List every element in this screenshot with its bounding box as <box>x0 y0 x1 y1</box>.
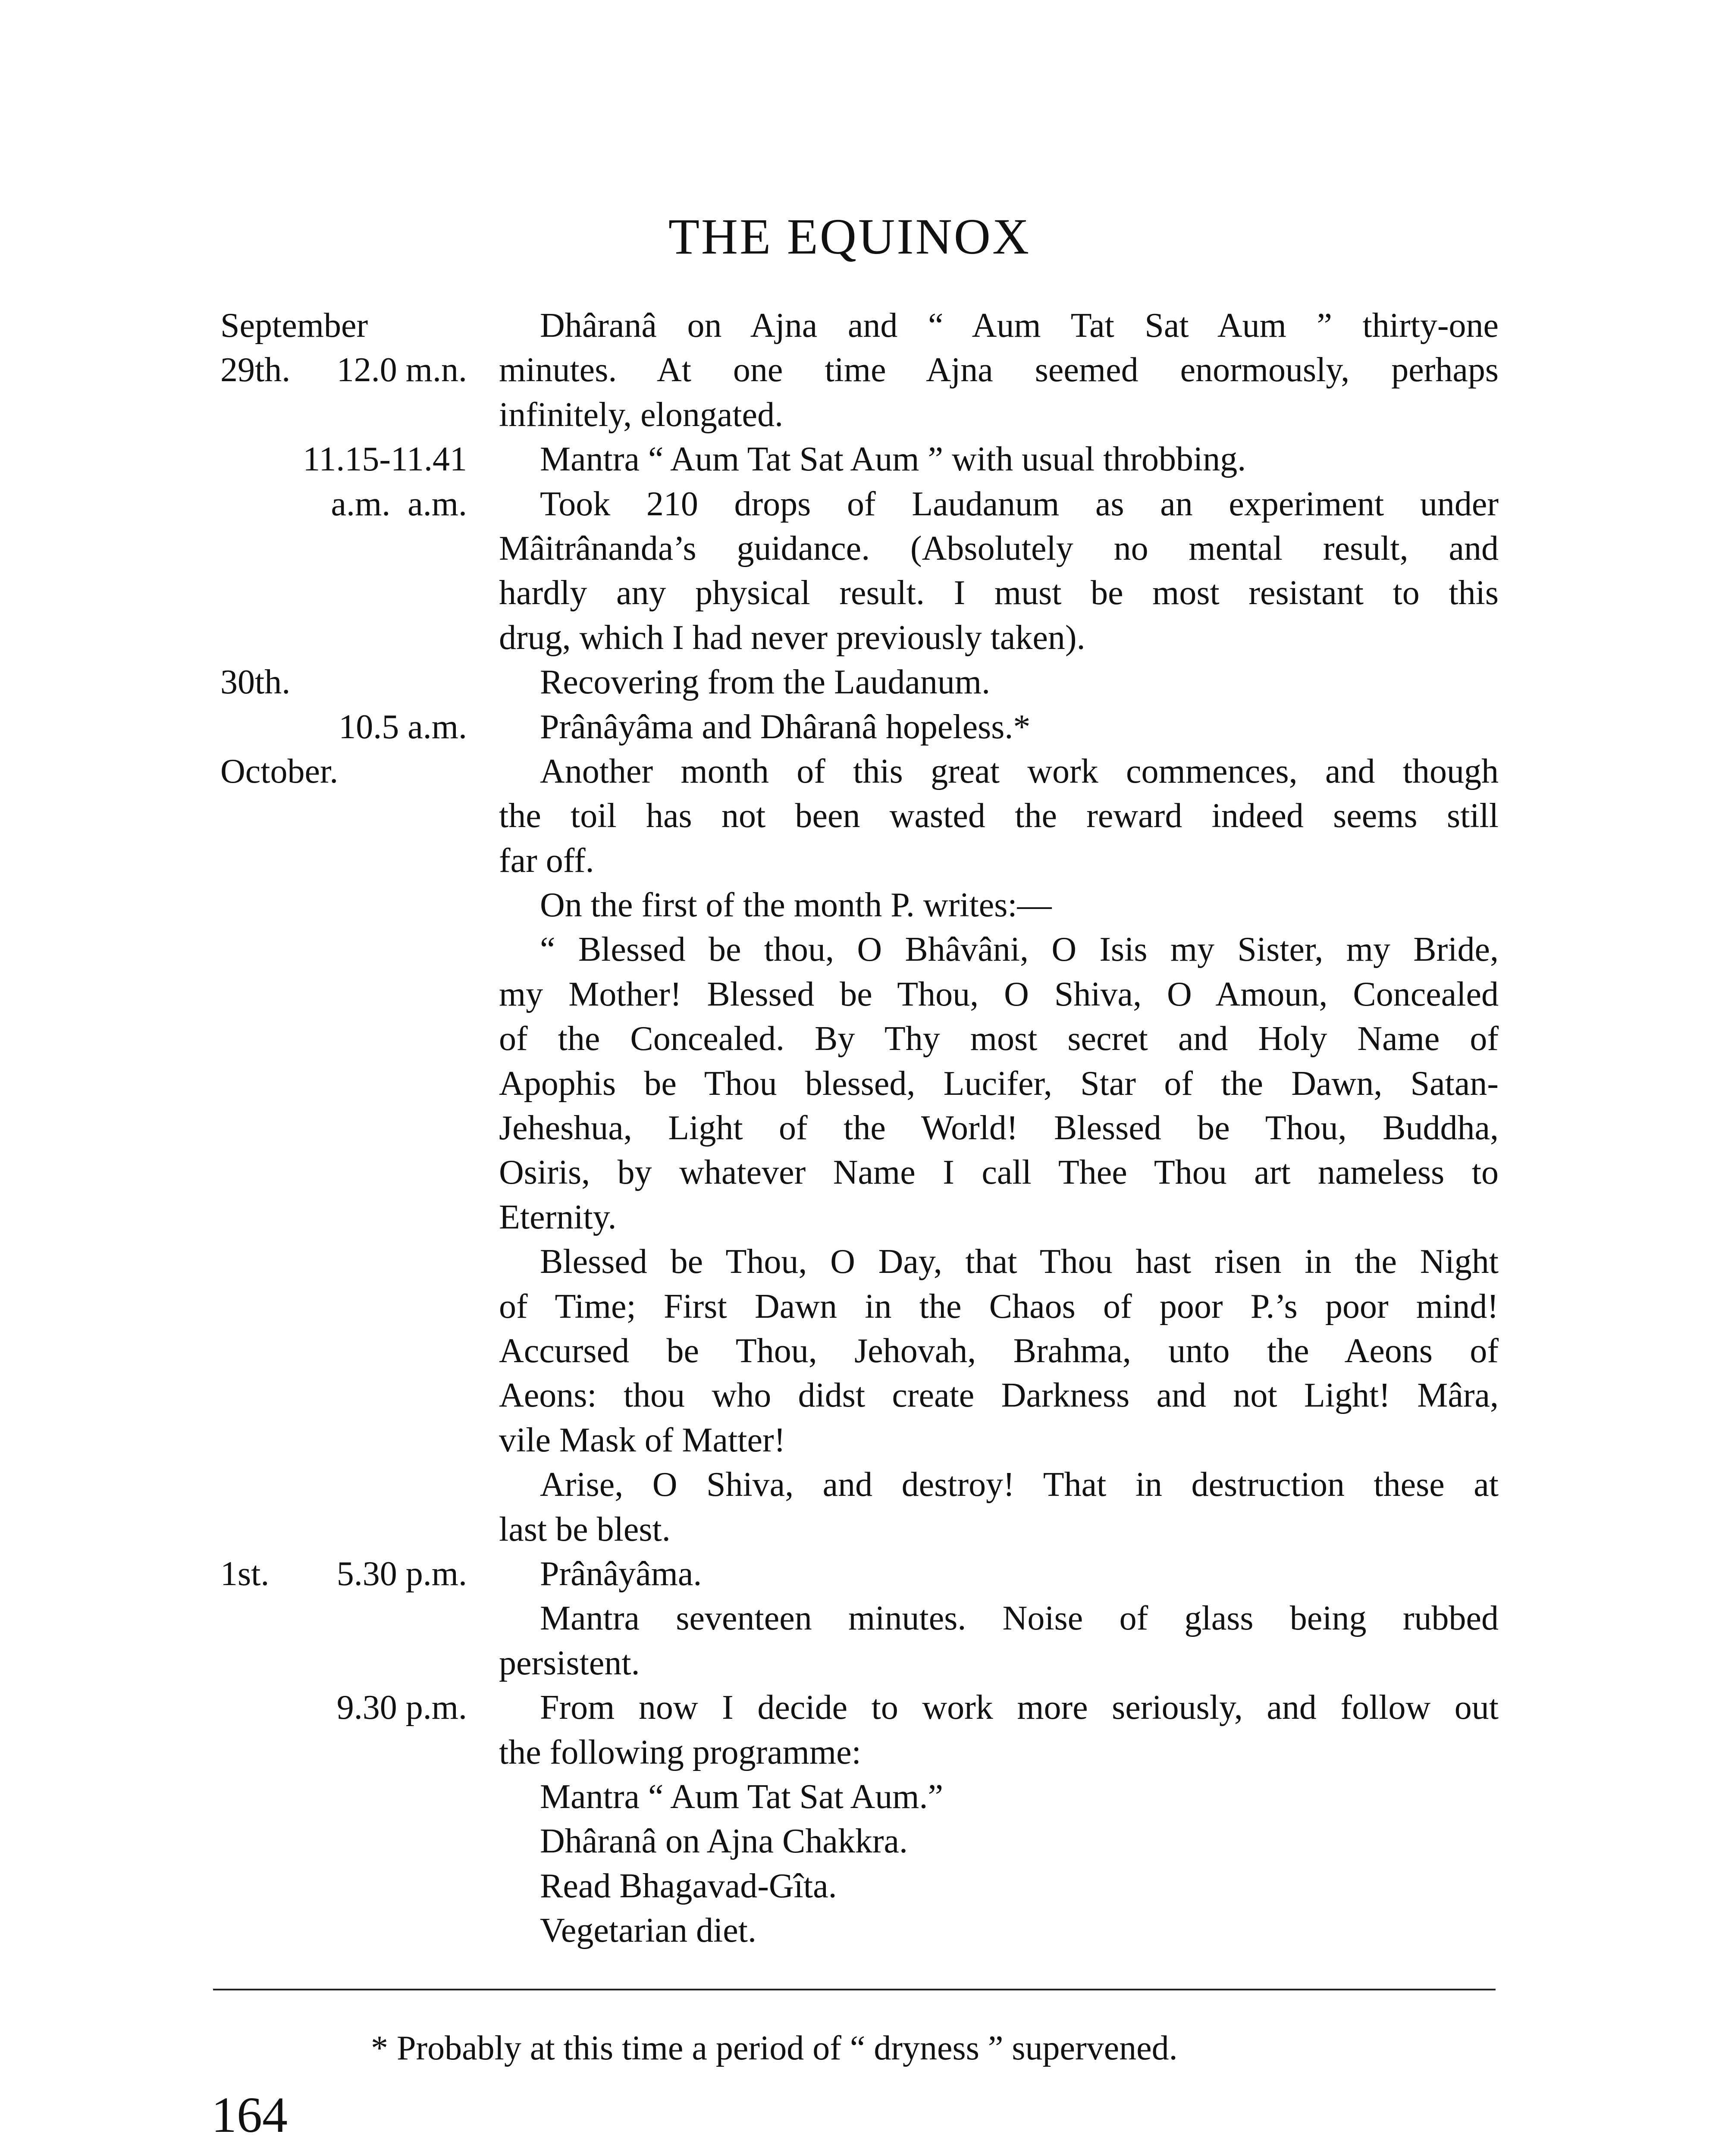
diary-line <box>0 1373 1725 1418</box>
entry-date: 29th. <box>220 351 291 389</box>
entry-text-line: persistent. <box>499 1644 640 1682</box>
diary-line <box>0 1150 1725 1195</box>
diary-line <box>0 348 1725 392</box>
entry-text-line: From now I decide to work more seriously, and follow out <box>540 1689 1499 1727</box>
entry-text-line: Prânâyâma. <box>540 1554 702 1593</box>
diary-line <box>0 1596 1725 1641</box>
diary-line <box>0 1641 1725 1686</box>
entry-text-line: “ Blessed be thou, O Bhâvâni, O Isis my Sister, my Bride, <box>540 931 1499 969</box>
entry-date: October. <box>220 752 339 790</box>
entry-text-line: Mâitrânanda’s guidance. (Absolutely no mental result, and <box>499 529 1499 567</box>
diary-line <box>0 794 1725 838</box>
entry-text-line: Accursed be Thou, Jehovah, Brahma, unto the Aeons of <box>499 1332 1499 1370</box>
entry-text-line: Apophis be Thou blessed, Lucifer, Star of the Dawn, Satan- <box>499 1064 1499 1103</box>
entry-text-line: Mantra seventeen minutes. Noise of glass being rubbed <box>540 1599 1499 1638</box>
entry-time: 11.15-11.41 <box>303 440 467 479</box>
entry-text-line: On the first of the month P. writes:— <box>540 886 1052 924</box>
entry-date: September <box>220 307 368 345</box>
entry-text-line: far off. <box>499 841 594 880</box>
entry-text-line: of the Concealed. By Thy most secret and Holy Name of <box>499 1020 1499 1058</box>
page-number: 164 <box>211 2087 288 2143</box>
diary-line <box>0 1552 1725 1596</box>
diary-line <box>0 1730 1725 1775</box>
entry-text-line: Read Bhagavad-Gîta. <box>540 1867 837 1905</box>
diary-line <box>0 1285 1725 1329</box>
diary-line <box>0 393 1725 437</box>
diary-line <box>0 1908 1725 1953</box>
entry-text-line: last be blest. <box>499 1510 671 1548</box>
diary-line <box>0 616 1725 660</box>
entry-text-line: Dhâranâ on Ajna and “ Aum Tat Sat Aum ” thirty-one <box>540 307 1499 345</box>
entry-text-line: minutes. At one time Ajna seemed enormously, perhaps <box>499 351 1499 389</box>
diary-line <box>0 482 1725 526</box>
diary-line <box>0 1195 1725 1240</box>
diary-line <box>0 839 1725 883</box>
entry-text-line: drug, which I had never previously taken). <box>499 618 1085 657</box>
entry-text-line: Another month of this great work commences, and though <box>540 752 1499 790</box>
running-title: THE EQUINOX <box>668 208 1031 265</box>
diary-line <box>0 1507 1725 1552</box>
entry-text-line: Osiris, by whatever Name I call Thee Thou art nameless to <box>499 1153 1499 1192</box>
diary-line <box>0 660 1725 705</box>
entry-text-line: Arise, O Shiva, and destroy! That in destruction these at <box>540 1466 1499 1504</box>
entry-time: 12.0 m.n. <box>336 351 467 389</box>
entry-text-line: hardly any physical result. I must be most resistant to this <box>499 574 1499 612</box>
entry-text-line: Took 210 drops of Laudanum as an experiment under <box>540 485 1499 523</box>
entry-text-line: of Time; First Dawn in the Chaos of poor P.’s poor mind! <box>499 1287 1499 1326</box>
footnote: * Probably at this time a period of “ dryness ” supervened. <box>371 2029 1178 2067</box>
diary-line <box>0 928 1725 972</box>
diary-body <box>0 304 1725 1953</box>
diary-line <box>0 1686 1725 1730</box>
entry-text-line: the toil has not been wasted the reward indeed seems still <box>499 797 1499 835</box>
entry-text-line: Vegetarian diet. <box>540 1912 756 1950</box>
diary-line <box>0 1463 1725 1507</box>
entry-text-line: Jeheshua, Light of the World! Blessed be Thou, Buddha, <box>499 1109 1499 1147</box>
entry-text-line: infinitely, elongated. <box>499 395 784 434</box>
entry-text-line: Blessed be Thou, O Day, that Thou hast risen in the Night <box>540 1243 1499 1281</box>
entry-text-line: my Mother! Blessed be Thou, O Shiva, O Amoun, Concealed <box>499 975 1499 1013</box>
diary-line <box>0 883 1725 928</box>
diary-line <box>0 1418 1725 1463</box>
diary-line <box>0 526 1725 571</box>
diary-line <box>0 1106 1725 1150</box>
diary-line <box>0 1864 1725 1908</box>
diary-line <box>0 571 1725 615</box>
diary-line <box>0 1017 1725 1061</box>
entry-time: a.m. a.m. <box>331 485 467 523</box>
entry-time: 10.5 a.m. <box>339 708 467 746</box>
entry-date: 1st. <box>220 1554 270 1593</box>
entry-text-line: Mantra “ Aum Tat Sat Aum.” <box>540 1777 943 1816</box>
entry-text-line: Recovering from the Laudanum. <box>540 663 991 702</box>
entry-text-line: vile Mask of Matter! <box>499 1421 786 1459</box>
entry-time: 9.30 p.m. <box>336 1689 467 1727</box>
footnote-divider <box>213 1989 1496 1990</box>
diary-line <box>0 1240 1725 1284</box>
entry-text-line: Aeons: thou who didst create Darkness and not Light! Mâra, <box>499 1376 1499 1415</box>
entry-text-line: Dhâranâ on Ajna Chakkra. <box>540 1822 908 1861</box>
diary-line <box>0 705 1725 749</box>
entry-time: 5.30 p.m. <box>336 1554 467 1593</box>
diary-line <box>0 749 1725 794</box>
diary-line <box>0 1819 1725 1864</box>
diary-line <box>0 1775 1725 1819</box>
entry-date: 30th. <box>220 663 291 702</box>
entry-text-line: Eternity. <box>499 1198 617 1236</box>
diary-line <box>0 1329 1725 1373</box>
diary-line <box>0 304 1725 348</box>
diary-line <box>0 437 1725 482</box>
entry-text-line: the following programme: <box>499 1733 861 1771</box>
diary-line <box>0 972 1725 1017</box>
diary-line <box>0 1062 1725 1106</box>
entry-text-line: Prânâyâma and Dhâranâ hopeless.* <box>540 708 1031 746</box>
entry-text-line: Mantra “ Aum Tat Sat Aum ” with usual throbbing. <box>540 440 1246 479</box>
